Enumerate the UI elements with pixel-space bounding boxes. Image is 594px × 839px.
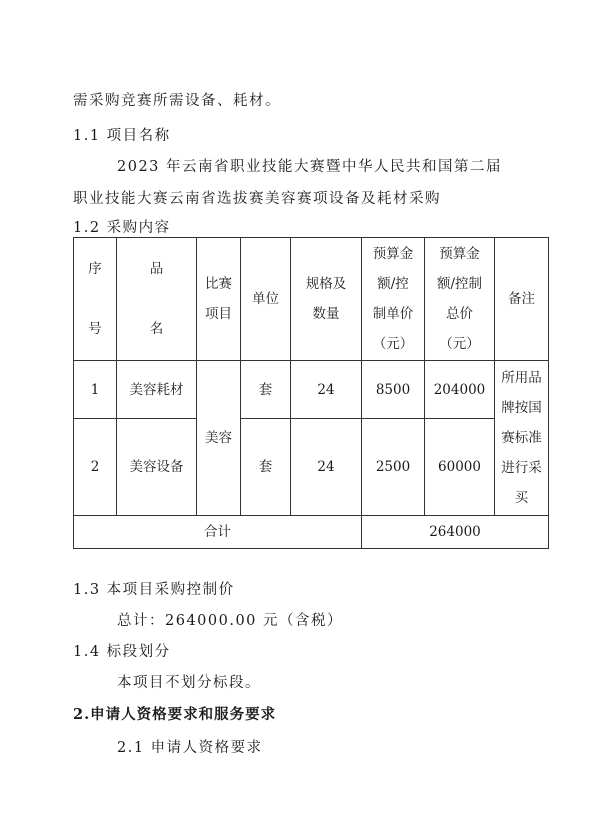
cell-sum-label: 合计 xyxy=(74,516,362,549)
section-2-1-heading: 2.1 申请人资格要求 xyxy=(117,740,263,756)
table-sum-row xyxy=(74,516,549,549)
cell-item-name: 美容设备 xyxy=(117,419,197,516)
header-spec-qty: 规格及 数量 xyxy=(291,238,362,361)
section-1-1-heading: 1.1 项目名称 xyxy=(73,128,171,144)
header-unit-price: 预算金 额/控 制单价 （元） xyxy=(362,238,425,361)
section-2-heading: 2.申请人资格要求和服务要求 xyxy=(73,706,277,723)
table-header-row xyxy=(74,238,549,361)
cell-unit: 套 xyxy=(241,361,291,419)
procurement-table xyxy=(73,237,549,549)
cell-sum-value: 264000 xyxy=(362,516,549,549)
section-1-2-heading: 1.2 采购内容 xyxy=(73,220,171,236)
cell-unit-price: 8500 xyxy=(362,361,425,419)
project-name-line-1: 2023 年云南省职业技能大赛暨中华人民共和国第二届 xyxy=(117,159,503,175)
table-row xyxy=(74,361,549,419)
cell-total: 204000 xyxy=(425,361,495,419)
no-lots-text: 本项目不划分标段。 xyxy=(117,675,261,691)
header-total-price: 预算金 额/控制 总价 （元） xyxy=(425,238,495,361)
section-1-3-heading: 1.3 本项目采购控制价 xyxy=(73,582,235,598)
cell-event-merged: 美容 xyxy=(197,361,241,516)
header-unit: 单位 xyxy=(241,238,291,361)
header-item-name: 品 名 xyxy=(117,238,197,361)
cell-total: 60000 xyxy=(425,419,495,516)
cell-seq: 1 xyxy=(74,361,117,419)
header-event: 比赛 项目 xyxy=(197,238,241,361)
cell-unit: 套 xyxy=(241,419,291,516)
cell-qty: 24 xyxy=(291,361,362,419)
total-price-text: 总计：264000.00 元（含税） xyxy=(117,613,344,629)
cell-item-name: 美容耗材 xyxy=(117,361,197,419)
cell-qty: 24 xyxy=(291,419,362,516)
header-remark: 备注 xyxy=(495,238,549,361)
header-seq: 序 号 xyxy=(74,238,117,361)
table-row xyxy=(74,419,549,516)
cell-remark-merged: 所用品 牌按国 赛标准 进行采 买 xyxy=(495,361,549,516)
project-name-line-2: 职业技能大赛云南省选拔赛美容赛项设备及耗材采购 xyxy=(73,191,441,207)
section-1-4-heading: 1.4 标段划分 xyxy=(73,644,171,660)
cell-seq: 2 xyxy=(74,419,117,516)
intro-tail-text: 需采购竞赛所需设备、耗材。 xyxy=(73,93,281,109)
cell-unit-price: 2500 xyxy=(362,419,425,516)
